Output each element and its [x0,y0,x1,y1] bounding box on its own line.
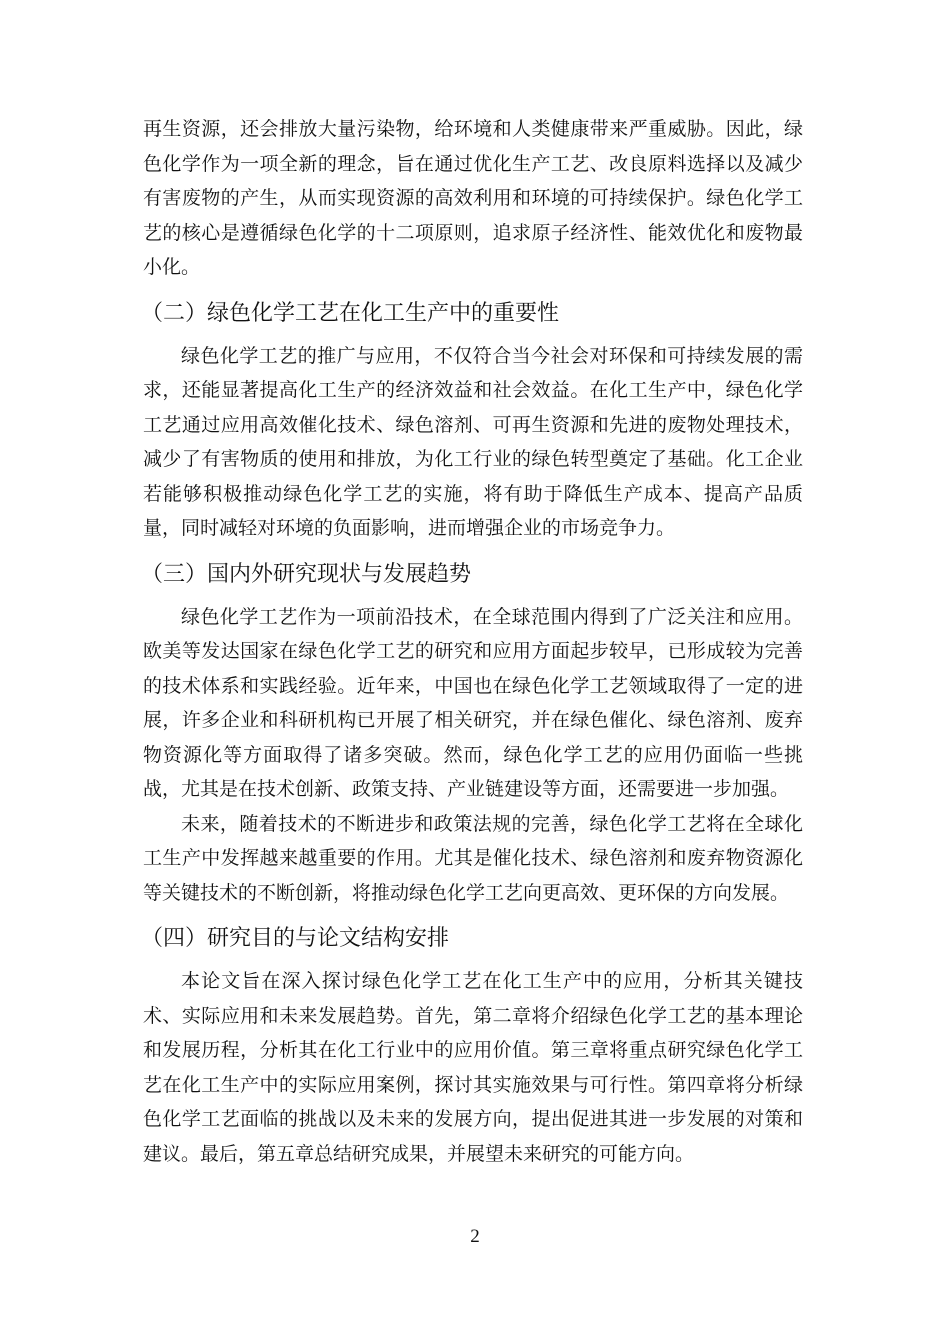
section-research-status [143,560,803,911]
intro-continuation-paragraph: 再生资源，还会排放大量污染物，给环境和人类健康带来严重威胁。因此，绿色化学作为一项全新的理念，旨在通过优化生产工艺、改良原料选择以及减少有害废物的产生，从而实现资源的高效利用和环境的可持续保护。绿色化学工艺的核心是遵循绿色化学的十二项原则，追求原子经济性、能效优化和废物最小化。 [143,118,803,278]
section-heading-research-purpose: （四）研究目的与论文结构安排 [141,926,450,951]
body-paragraph: 绿色化学工艺的推广与应用，不仅符合当今社会对环保和可持续发展的需求，还能显著提高化工生产的经济效益和社会效益。在化工生产中，绿色化学工艺通过应用高效催化技术、绿色溶剂、可再生资源和先进的废物处理技术，减少了有害物质的使用和排放，为化工行业的绿色转型奠定了基础。化工企业若能够积极推动绿色化学工艺的实施，将有助于降低生产成本、提高产品质量，同时减轻对环境的负面影响，进而增强企业的市场竞争力。 [143,344,803,539]
page-number: 2 [470,1226,480,1247]
body-paragraph: 绿色化学工艺作为一项前沿技术，在全球范围内得到了广泛关注和应用。欧美等发达国家在绿色化学工艺的研究和应用方面起步较早，已形成较为完善的技术体系和实践经验。近年来，中国也在绿色化学工艺领域取得了一定的进展，许多企业和科研机构已开展了相关研究，并在绿色催化、绿色溶剂、废弃物资源化等方面取得了诸多突破。然而，绿色化学工艺的应用仍面临一些挑战，尤其是在技术创新、政策支持、产业链建设等方面，还需要进一步加强。 [143,605,803,800]
body-paragraph: 未来，随着技术的不断进步和政策法规的完善，绿色化学工艺将在全球化工生产中发挥越来越重要的作用。尤其是催化技术、绿色溶剂和废弃物资源化等关键技术的不断创新，将推动绿色化学工艺向更高效、更环保的方向发展。 [143,812,803,904]
body-paragraph: 本论文旨在深入探讨绿色化学工艺在化工生产中的应用，分析其关键技术、实际应用和未来发展趋势。首先，第二章将介绍绿色化学工艺的基本理论和发展历程，分析其在化工行业中的应用价值。第三章将重点研究绿色化学工艺在化工生产中的实际应用案例，探讨其实施效果与可行性。第四章将分析绿色化学工艺面临的挑战以及未来的发展方向，提出促进其进一步发展的对策和建议。最后，第五章总结研究成果，并展望未来研究的可能方向。 [143,970,803,1165]
section-importance [143,299,803,546]
section-heading-research-status: （三）国内外研究现状与发展趋势 [141,561,472,587]
page-body [143,112,803,1171]
section-heading-importance: （二）绿色化学工艺在化工生产中的重要性 [141,300,560,326]
section-research-purpose [143,924,803,1171]
